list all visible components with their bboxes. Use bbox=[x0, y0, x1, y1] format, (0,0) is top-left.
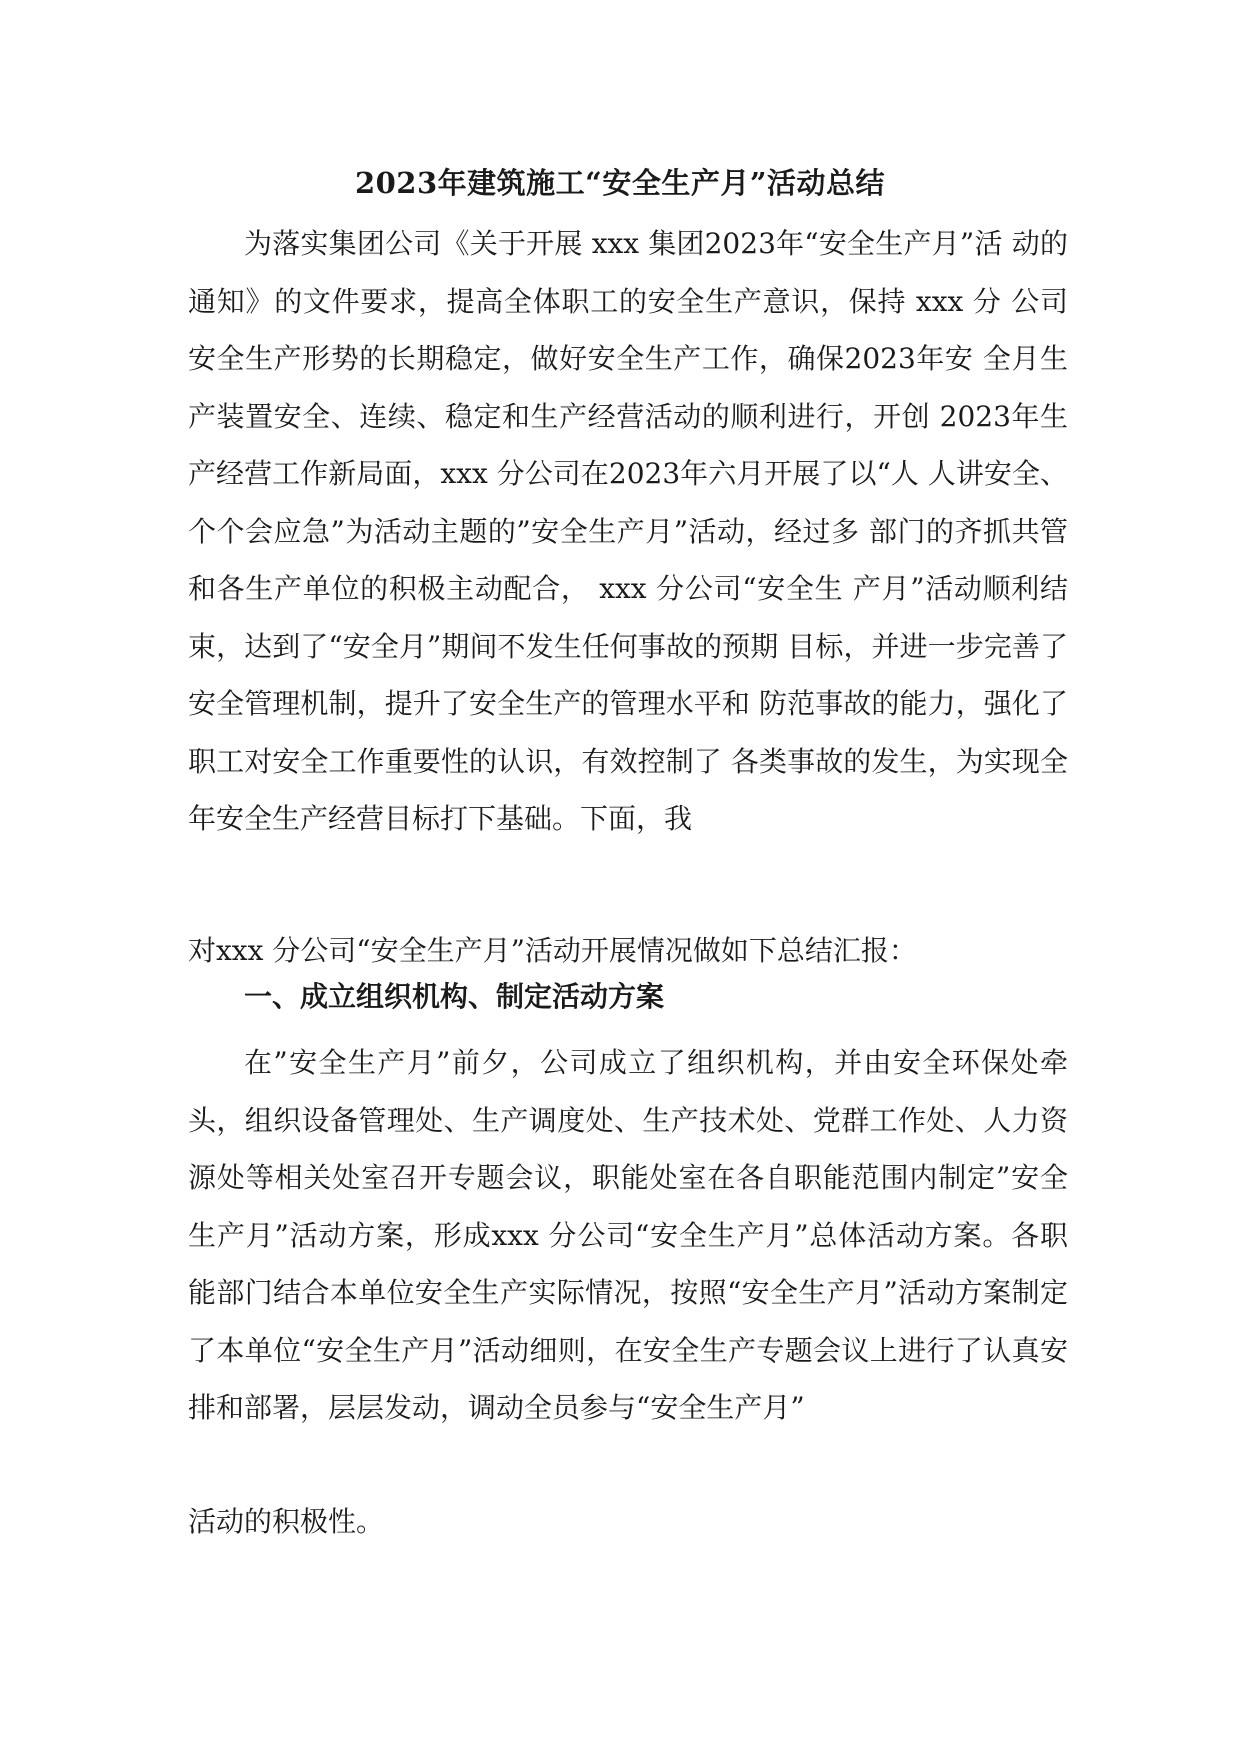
section-heading-1: 一、成立组织机构、制定活动方案 bbox=[244, 980, 665, 1013]
body-paragraph-continuation: 活动的积极性。 bbox=[188, 1505, 385, 1538]
body-paragraph-intro: 为落实集团公司《关于开展 xxx 集团2023年“安全生产月”活 动的通知》的文件要求，提高全体职工的安全生产意识，保持 xxx 分 公司安全生产形势的长期稳定，做好安全生产工作，确保2023年安 全月生产装置安全、连续、稳定和生产经营活动的顺利进行，开创 2023年生产经营工作新局面，xxx 分公司在2023年六月开展了以“人 人讲安全、个个会应急”为活动主题的”安全生产月”活动，经过多 部门的齐抓共管和各生产单位的积极主动配合， xxx 分公司“安全生 产月”活动顺利结束，达到了“安全月”期间不发生任何事故的预期 目标，并进一步完善了安全管理机制，提升了安全生产的管理水平和 防范事故的能力，强化了职工对安全工作重要性的认识，有效控制了 各类事故的发生，为实现全年安全生产经营目标打下基础。下面，我 bbox=[188, 227, 1068, 835]
document-title: 2023年建筑施工“安全生产月”活动总结 bbox=[354, 166, 886, 200]
body-paragraph-organization: 在”安全生产月”前夕，公司成立了组织机构，并由安全环保处牵头，组织设备管理处、生产调度处、生产技术处、党群工作处、人力资源处等相关处室召开专题会议，职能处室在各自职能范围内制定”安全生产月”活动方案，形成xxx 分公司“安全生产月”总体活动方案。各职能部门结合本单位安全生产实际情况，按照“安全生产月”活动方案制定了本单位“安全生产月”活动细则，在安全生产专题会议上进行了认真安排和部署，层层发动，调动全员参与“安全生产月” bbox=[188, 1046, 1068, 1424]
body-paragraph-summary-lead: 对xxx 分公司“安全生产月”活动开展情况做如下总结汇报： bbox=[188, 934, 917, 967]
